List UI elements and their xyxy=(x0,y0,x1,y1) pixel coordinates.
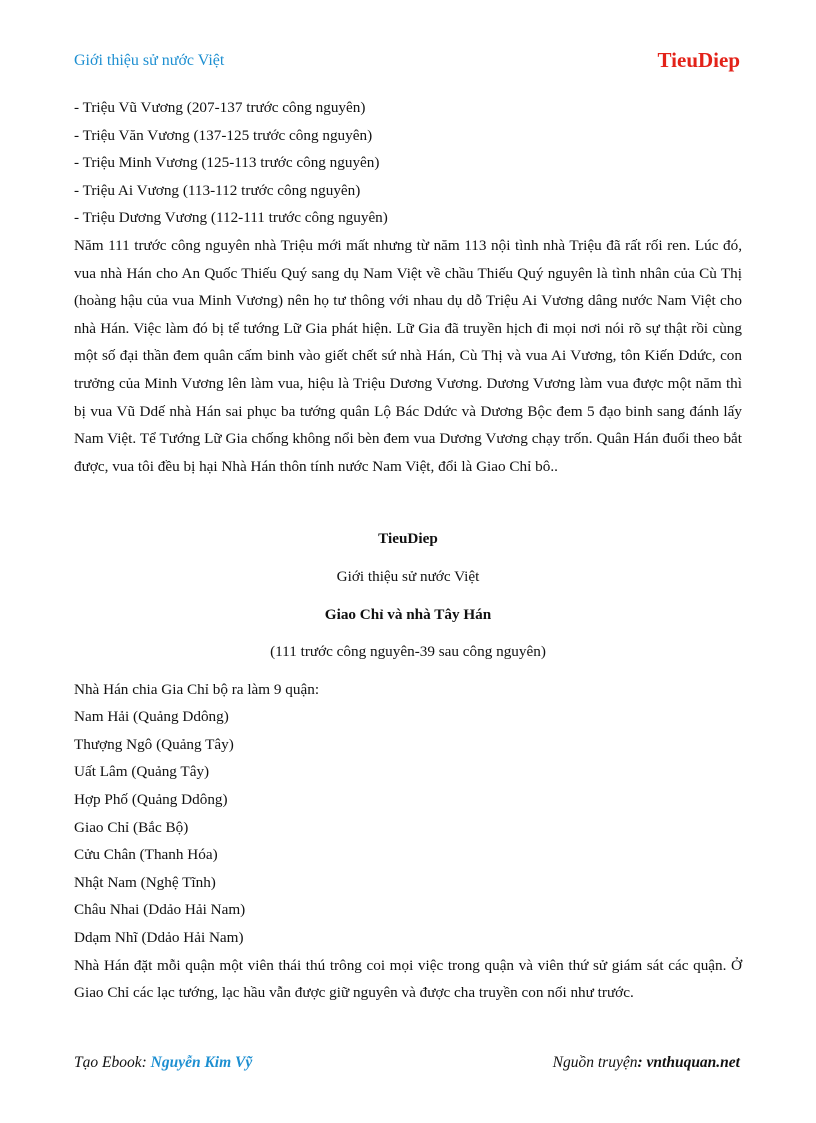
source-sep: : xyxy=(637,1054,647,1071)
section-title: Giao Chỉ và nhà Tây Hán xyxy=(324,605,492,623)
list-item: Thượng Ngô (Quảng Tây) xyxy=(74,735,234,753)
list-item: Nhật Nam (Nghệ Tĩnh) xyxy=(74,873,216,891)
source-credit xyxy=(553,1054,740,1072)
list-item: Giao Chỉ (Bắc Bộ) xyxy=(74,818,189,836)
header-book-title: Giới thiệu sử nước Việt xyxy=(74,52,225,69)
administration-paragraph: Nhà Hán đặt mỗi quận một viên thái thú trông coi mọi việc trong quận và viên thứ sử giám sát các quận. Ở Giao Chỉ các lạc tướng, lạc hầu vẫn được giữ nguyên và được cha truyền con nối như trước. xyxy=(74,956,742,1002)
source-label: Nguồn truyện xyxy=(552,1054,638,1071)
ruler-list xyxy=(74,94,742,232)
header-author: TieuDiep xyxy=(657,48,740,72)
district-list xyxy=(74,703,742,951)
list-item: Nam Hải (Quảng Ddông) xyxy=(74,708,229,726)
list-item: Cửu Chân (Thanh Hóa) xyxy=(74,846,218,864)
page-footer xyxy=(74,1054,740,1078)
section-book-title: Giới thiệu sử nước Việt xyxy=(336,567,480,585)
history-paragraph: Năm 111 trước công nguyên nhà Triệu mới mất nhưng từ năm 113 nội tình nhà Triệu đã rất rối ren. Lúc đó, vua nhà Hán cho An Quốc Thiếu Quý sang dụ Nam Việt về chầu Thiếu Quý nguyên là tình nhân của Cù Thị (hoàng hậu của vua Minh Vương) nên họ tư thông với nhau dụ dỗ Triệu Ai Vương dâng nước Nam Việt cho nhà Hán. Việc làm đó bị tể tướng Lữ Gia phát hiện. Lữ Gia đã truyền hịch đi mọi nơi nói rõ sự thật rồi cùng một số đại thần đem quân cấm binh vào giết chết sứ nhà Hán, Cù Thị và vua Ai Vương, tôn Kiến Ddức, con trưởng của Minh Vương lên làm vua, hiệu là Triệu Dương Vương. Dương Vương làm vua được một năm thì bị vua Vũ Ddế nhà Hán sai phục ba tướng quân Lộ Bác Ddức và Dương Bộc đem 5 đạo binh sang đánh lấy Nam Việt. Tể Tướng Lữ Gia chống không nổi bèn đem vua Dương Vương chạy trốn. Quân Hán đuổi theo bắt được, vua tôi đều bị hại Nhà Hán thôn tính nước Nam Việt, đổi là Giao Chỉ bô.. xyxy=(74,236,742,475)
ebook-sep: : xyxy=(141,1054,151,1071)
list-item: - Triệu Minh Vương (125-113 trước công nguyên) xyxy=(74,154,380,172)
source-site: vnthuquan.net xyxy=(646,1054,740,1071)
list-item: - Triệu Dương Vương (112-111 trước công nguyên) xyxy=(74,209,388,227)
list-item: Hợp Phố (Quảng Ddông) xyxy=(74,791,228,809)
section-period: (111 trước công nguyên-39 sau công nguyên) xyxy=(270,643,546,661)
list-item: Ddạm Nhĩ (Ddảo Hải Nam) xyxy=(74,929,244,947)
list-item: - Triệu Văn Vương (137-125 trước công nguyên) xyxy=(74,126,373,144)
section-author: TieuDiep xyxy=(378,530,438,548)
page-header xyxy=(74,48,740,78)
ebook-credit xyxy=(74,1054,252,1072)
list-item: Châu Nhai (Ddảo Hải Nam) xyxy=(74,901,246,919)
list-item: Uất Lâm (Quảng Tây) xyxy=(74,763,210,781)
page-content xyxy=(74,94,742,1007)
list-item: - Triệu Vũ Vương (207-137 trước công nguyên) xyxy=(74,99,366,116)
ebook-creator: Nguyễn Kim Vỹ xyxy=(150,1054,253,1071)
ebook-label: Tạo Ebook xyxy=(74,1054,142,1071)
districts-intro: Nhà Hán chia Gia Chỉ bộ ra làm 9 quận: xyxy=(74,680,320,698)
list-item: - Triệu Ai Vương (113-112 trước công nguyên) xyxy=(74,181,361,199)
